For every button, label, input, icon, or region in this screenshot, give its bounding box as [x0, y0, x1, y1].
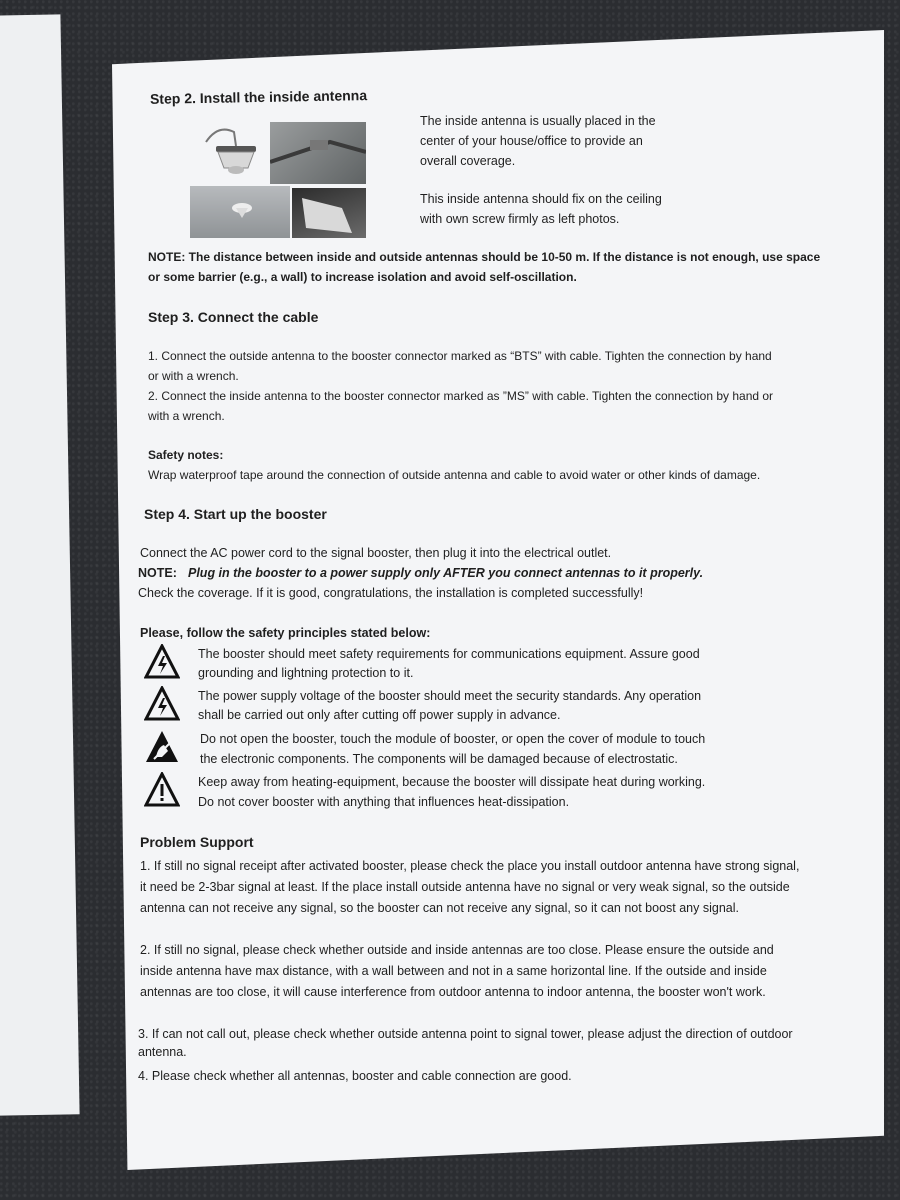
adjacent-paper-sheet	[0, 14, 80, 1115]
safety-item-line: the electronic components. The components will be damaged because of electrostatic.	[200, 752, 678, 766]
antenna-photo-mounted	[292, 188, 366, 238]
safety-item-line: Do not cover booster with anything that influences heat-dissipation.	[198, 795, 570, 809]
antenna-photo-ceiling	[190, 186, 290, 238]
support-line: inside antenna have max distance, with a wall between and not in a same horizontal line. If the outside and inside	[140, 964, 767, 978]
step2-desc-line: with own screw firmly as left photos.	[420, 212, 620, 226]
step2-desc-line: The inside antenna is usually placed in the	[420, 114, 656, 128]
antenna-photo-install	[270, 122, 366, 184]
step4-heading: Step 4. Start up the booster	[144, 506, 327, 522]
step3-line: 1. Connect the outside antenna to the booster connector marked as “BTS” with cable. Tighten the connection by hand	[148, 349, 772, 363]
support-line: 1. If still no signal receipt after activated booster, please check the place you install outdoor antenna have strong signal,	[140, 859, 800, 873]
antenna-photo-hanging	[198, 122, 266, 184]
general-warning-icon	[144, 772, 180, 808]
support-line: antenna.	[138, 1045, 187, 1059]
step2-note: NOTE: The distance between inside and outside antennas should be 10-50 m. If the distance is not enough, use space	[148, 250, 821, 264]
esd-warning-icon	[144, 729, 180, 765]
step2-heading: Step 2. Install the inside antenna	[149, 87, 368, 107]
step2-desc-line: center of your house/office to provide an	[420, 134, 643, 148]
step2-desc-line: This inside antenna should fix on the ceiling	[420, 192, 662, 206]
lightning-warning-icon	[144, 686, 180, 722]
problem-support-title: Problem Support	[140, 834, 254, 850]
safety-item-line: Do not open the booster, touch the module of booster, or open the cover of module to touch	[200, 732, 706, 746]
step2-desc-line: overall coverage.	[420, 154, 516, 168]
safety-item-line: The booster should meet safety requirements for communications equipment. Assure good	[198, 647, 700, 661]
step2-note: or some barrier (e.g., a wall) to increase isolation and avoid self-oscillation.	[148, 270, 577, 284]
step3-line: with a wrench.	[148, 409, 225, 423]
support-line: 4. Please check whether all antennas, booster and cable connection are good.	[138, 1069, 572, 1083]
step4-line: Connect the AC power cord to the signal booster, then plug it into the electrical outlet.	[140, 546, 612, 560]
support-line: 2. If still no signal, please check whether outside and inside antennas are too close. Please ensure the outside and	[140, 943, 774, 957]
safety-item-line: grounding and lightning protection to it.	[198, 666, 414, 680]
support-line: antennas are too close, it will cause interference from outdoor antenna to indoor antenna, the booster won't work.	[140, 985, 766, 999]
safety-item-line: Keep away from heating-equipment, because the booster will dissipate heat during working.	[198, 775, 706, 789]
lightning-warning-icon	[144, 644, 180, 680]
step4-note-text: Plug in the booster to a power supply only AFTER you connect antennas to it properly.	[188, 566, 704, 580]
support-line: antenna can not receive any signal, so the booster can not receive any signal, so it can not boost any signal.	[140, 901, 739, 915]
step4-note-label: NOTE:	[138, 566, 177, 580]
safety-notes-text: Wrap waterproof tape around the connection of outside antenna and cable to avoid water or other kinds of damage.	[148, 468, 761, 482]
step3-line: or with a wrench.	[148, 369, 239, 383]
safety-item-line: The power supply voltage of the booster should meet the security standards. Any operation	[198, 689, 702, 703]
step3-heading: Step 3. Connect the cable	[148, 309, 319, 325]
step3-line: 2. Connect the inside antenna to the booster connector marked as ”MS” with cable. Tighten the connection by hand or	[148, 389, 774, 403]
safety-item-line: shall be carried out only after cutting off power supply in advance.	[198, 708, 561, 722]
step4-line: Check the coverage. If it is good, congratulations, the installation is completed successfully!	[138, 586, 644, 600]
support-line: 3. If can not call out, please check whether outside antenna point to signal tower, please adjust the direction of outdoor	[138, 1027, 793, 1041]
support-line: it need be 2-3bar signal at least. If the place install outside antenna have no signal or very weak signal, so the outside	[140, 880, 790, 894]
safety-notes-title: Safety notes:	[148, 448, 224, 462]
safety-principles-title: Please, follow the safety principles stated below:	[140, 626, 431, 640]
